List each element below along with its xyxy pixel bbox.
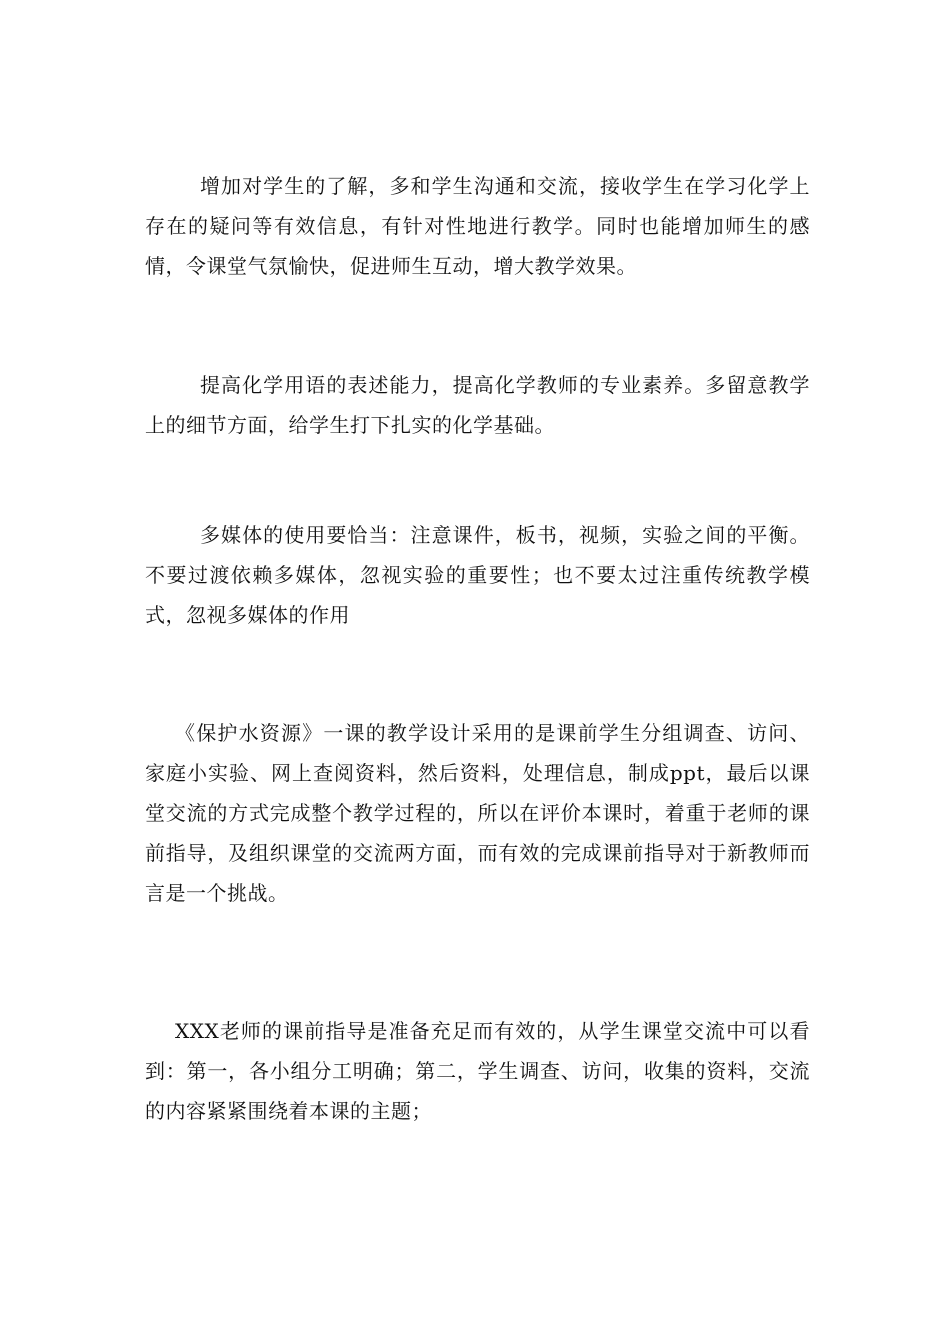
paragraph-3: 多媒体的使用要恰当：注意课件，板书，视频，实验之间的平衡。不要过渡依赖多媒体，忽视实验的重要性；也不要太过注重传统教学模式，忽视多媒体的作用 [145,523,810,627]
paragraph-5: XXX老师的课前指导是准备充足而有效的，从学生课堂交流中可以看到：第一，各小组分工明确；第二，学生调查、访问，收集的资料，交流的内容紧紧围绕着本课的主题； [145,1019,810,1123]
paragraph-4: 《保护水资源》一课的教学设计采用的是课前学生分组调查、访问、家庭小实验、网上查阅资料，然后资料，处理信息，制成ppt，最后以课堂交流的方式完成整个教学过程的，所以在评价本课时，着重于老师的课前指导，及组织课堂的交流两方面，而有效的完成课前指导对于新教师而言是一个挑战。 [145,721,810,905]
paragraph-2: 提高化学用语的表述能力，提高化学教师的专业素养。多留意教学上的细节方面，给学生打下扎实的化学基础。 [145,373,810,437]
paragraph-1: 增加对学生的了解，多和学生沟通和交流，接收学生在学习化学上存在的疑问等有效信息，有针对性地进行教学。同时也能增加师生的感情，令课堂气氛愉快，促进师生互动，增大教学效果。 [145,174,810,278]
